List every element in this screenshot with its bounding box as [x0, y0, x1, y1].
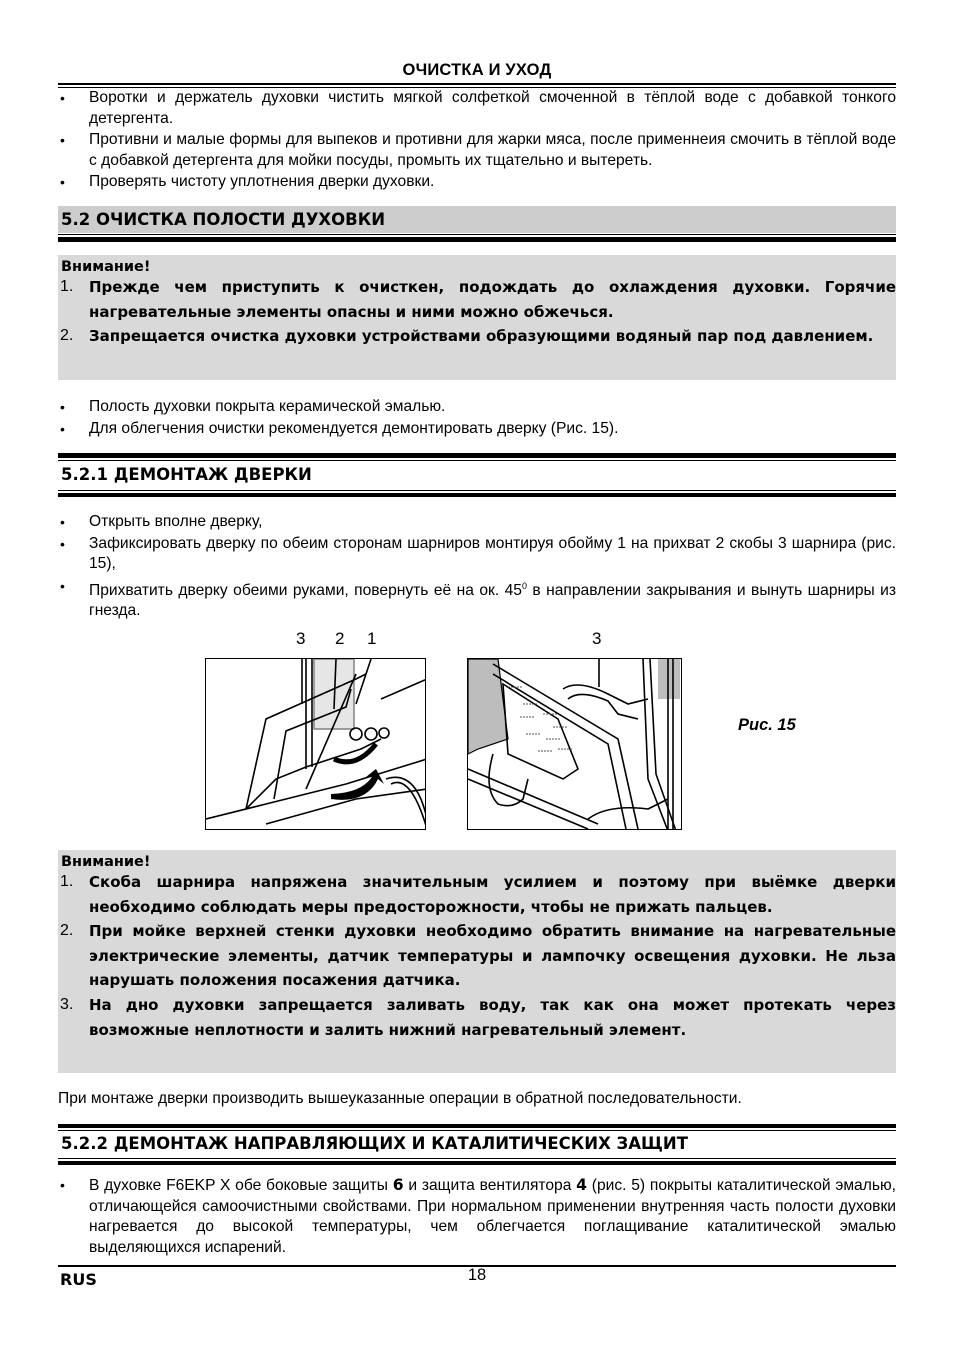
warning-item: 1. Скоба шарнира напряжена значительным усилием и поэтому при выёмке дверки необходимо соблюдать меры предосторожности, чтобы не прижать пальцев.	[60, 873, 896, 916]
bullet-icon: •	[60, 535, 65, 552]
heading-thick-rule	[58, 237, 896, 242]
bullet-icon: •	[60, 174, 65, 190]
warning-item: 2. При мойке верхней стенки духовки необходимо обратить внимание на нагревательные электрические элементы, датчик температуры и лампочку освещения духовки. Не льза нарушать положения посажения датчика.	[60, 922, 896, 990]
list-item: • Прихватить дверку обеими руками, повернуть её на ок. $45^0$ в направлении закрывания и вынуть шарниры из гнезда.	[60, 577, 896, 620]
list-item: • Проверять чистоту уплотнения дверки духовки.	[58, 172, 896, 193]
list-item: • Противни и малые формы для выпеков и противни для жарки мяса, после применнеия смочить в тёплой воде с добавкой детергента для мойки посуды, промыть их тщательно и вытереть.	[60, 131, 896, 169]
list-item: • Зафиксировать дверку по обеим сторонам шарниров монтируя обойму 1 на прихват 2 скобы 3 шарнира (рис. 15),	[60, 534, 896, 572]
bullet-icon: •	[60, 514, 65, 530]
warning-box	[58, 850, 896, 1073]
catalytic-bullet-list	[58, 1175, 896, 1259]
warning-item: 1. Прежде чем приступить к очисткен, подождать до охлаждения духовки. Горячие нагревательные элементы опасны и ними можно обжечься.	[60, 278, 896, 321]
warning-item: 2. Запрещается очистка духовки устройствами образующими водяный пар под давлением.	[60, 327, 874, 346]
section-title: 5.2 ОЧИСТКА ПОЛОСТИ ДУХОВКИ	[61, 210, 386, 229]
reassembly-note: При монтаже дверки производить вышеуказанные операции в обратной последовательности.	[58, 1090, 742, 1107]
bullet-icon: •	[60, 132, 65, 148]
heading-thin-rule	[58, 460, 896, 461]
section-title: 5.2.2 ДЕМОНТАЖ НАПРАВЛЯЮЩИХ И КАТАЛИТИЧЕСКИХ ЗАЩИТ	[61, 1134, 688, 1153]
cavity-bullet-list	[58, 397, 896, 440]
heading-thick-rule	[58, 1161, 896, 1165]
heading-thick-rule	[58, 453, 896, 458]
intro-bullet-list	[58, 88, 896, 194]
callout-label: 3	[296, 629, 306, 648]
hinge-drawing-icon	[206, 659, 426, 830]
page-number: 18	[467, 1266, 487, 1284]
bullet-icon: •	[60, 399, 65, 415]
door-lift-drawing-icon	[468, 659, 682, 830]
heading-thin-rule	[58, 490, 896, 491]
warning-box	[58, 255, 896, 380]
bullet-icon: •	[60, 1177, 65, 1193]
section-title: 5.2.1 ДЕМОНТАЖ ДВЕРКИ	[61, 465, 312, 484]
door-hinge-illustration	[205, 658, 426, 830]
callout-label: 1	[367, 629, 377, 648]
list-item: • Полость духовки покрыта керамической эмалью.	[58, 397, 896, 418]
page-title: ОЧИСТКА И УХОД	[402, 61, 552, 79]
callout-label: 2	[335, 629, 345, 648]
figure-caption: Рис. 15	[738, 716, 796, 734]
language-label: RUS	[60, 1270, 97, 1289]
bullet-icon: •	[60, 577, 65, 594]
warning-title: Внимание!	[61, 854, 151, 870]
bullet-icon: •	[60, 90, 65, 106]
heading-thick-rule	[58, 1124, 896, 1128]
heading-thin-rule	[58, 1130, 896, 1131]
warning-item: 3. На дно духовки запрещается заливать воду, так как она может протекать через возможные неплотности и залить нижний нагревательный элемент.	[60, 995, 896, 1039]
heading-thick-rule	[58, 493, 896, 497]
heading-thin-rule	[58, 234, 896, 235]
list-item: • Открыть вполне дверку,	[58, 512, 896, 533]
list-item: • Для облегчения очистки рекомендуется демонтировать дверку (Рис. 15).	[58, 419, 896, 440]
figure-15	[58, 625, 896, 835]
list-item: • Воротки и держатель духовки чистить мягкой солфеткой смоченной в тёплой воде с добавкой тонкого детергента.	[60, 89, 896, 127]
warning-list	[58, 275, 896, 349]
heading-thin-rule	[58, 1158, 896, 1159]
section-heading-5-2	[58, 206, 896, 233]
list-item: • В духовке F6EKP X обе боковые защиты 6 и защита вентилятора 4 (рис. 5) покрыты каталитической эмалью, отличающейся самоочистными свойствами. При нормальном применении внутренняя часть полости духовки нагревается до высокой температуры, чем облегчается поглащивание каталитической эмалью выделяющихся испарений.	[60, 1176, 896, 1256]
warning-title: Внимание!	[61, 259, 151, 275]
door-removal-illustration	[467, 658, 682, 830]
warning-list	[58, 870, 896, 1042]
door-removal-steps	[58, 512, 896, 623]
bullet-icon: •	[60, 420, 65, 437]
callout-label: 3	[592, 629, 602, 648]
